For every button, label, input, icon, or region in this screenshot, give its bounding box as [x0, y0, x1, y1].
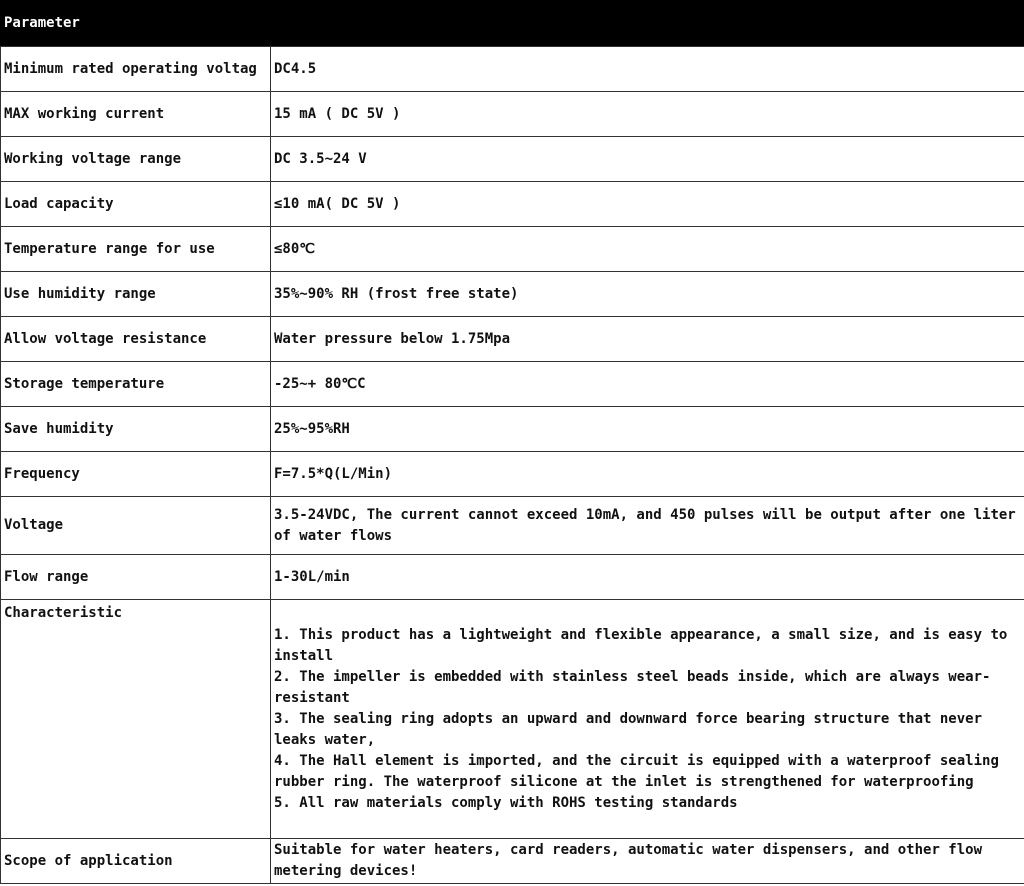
param-value: 15 mA ( DC 5V ): [271, 92, 1024, 137]
table-row: [1, 182, 1024, 227]
param-value: 3.5-24VDC, The current cannot exceed 10mA, and 450 pulses will be output after one liter of water flows: [271, 497, 1024, 555]
table-row-scope: [1, 839, 1024, 884]
table-row-characteristic: [1, 600, 1024, 839]
param-value: 25%~95%RH: [271, 407, 1024, 452]
table-row: [1, 497, 1024, 555]
header-title: Parameter: [4, 15, 80, 31]
param-name: MAX working current: [1, 92, 271, 137]
param-name: Save humidity: [1, 407, 271, 452]
param-name: Characteristic: [1, 600, 271, 839]
param-name: Working voltage range: [1, 137, 271, 182]
list-item: 1. This product has a lightweight and flexible appearance, a small size, and is easy to install: [274, 626, 1008, 664]
list-item: 5. All raw materials comply with ROHS testing standards: [274, 794, 738, 811]
param-name: Use humidity range: [1, 272, 271, 317]
param-name: Scope of application: [1, 839, 271, 884]
param-value: Suitable for water heaters, card readers, automatic water dispensers, and other flow metering devices!: [271, 839, 1024, 884]
param-name: Voltage: [1, 497, 271, 555]
param-name: Flow range: [1, 555, 271, 600]
param-name: Storage temperature: [1, 362, 271, 407]
param-value: 1-30L/min: [271, 555, 1024, 600]
param-value: -25~+ 80℃C: [271, 362, 1024, 407]
table-row: [1, 272, 1024, 317]
param-value: ≤10 mA( DC 5V ): [271, 182, 1024, 227]
param-name: Temperature range for use: [1, 227, 271, 272]
characteristic-list-cell: [271, 600, 1024, 839]
list-item: 3. The sealing ring adopts an upward and downward force bearing structure that never leaks water,: [274, 710, 983, 748]
table-row: [1, 452, 1024, 497]
table-header: [0, 0, 1024, 46]
table-row: [1, 317, 1024, 362]
param-value: ≤80℃: [271, 227, 1024, 272]
param-name: Allow voltage resistance: [1, 317, 271, 362]
param-name: Frequency: [1, 452, 271, 497]
param-value: F=7.5*Q(L/Min): [271, 452, 1024, 497]
table-row: [1, 407, 1024, 452]
table-row: [1, 92, 1024, 137]
table-row: [1, 362, 1024, 407]
param-name: Load capacity: [1, 182, 271, 227]
param-value: Water pressure below 1.75Mpa: [271, 317, 1024, 362]
characteristic-list: [274, 625, 1024, 814]
parameter-table: [0, 46, 1024, 884]
list-item: 2. The impeller is embedded with stainless steel beads inside, which are always wear-resistant: [274, 668, 991, 706]
table-row: [1, 227, 1024, 272]
param-value: 35%~90% RH (frost free state): [271, 272, 1024, 317]
list-item: 4. The Hall element is imported, and the circuit is equipped with a waterproof sealing rubber ring. The waterproof silicone at the inlet is strengthened for waterproofing: [274, 752, 999, 790]
param-value: DC4.5: [271, 47, 1024, 92]
table-row: [1, 47, 1024, 92]
param-name: Minimum rated operating voltag: [1, 47, 271, 92]
param-value: DC 3.5~24 V: [271, 137, 1024, 182]
table-row: [1, 137, 1024, 182]
table-row: [1, 555, 1024, 600]
